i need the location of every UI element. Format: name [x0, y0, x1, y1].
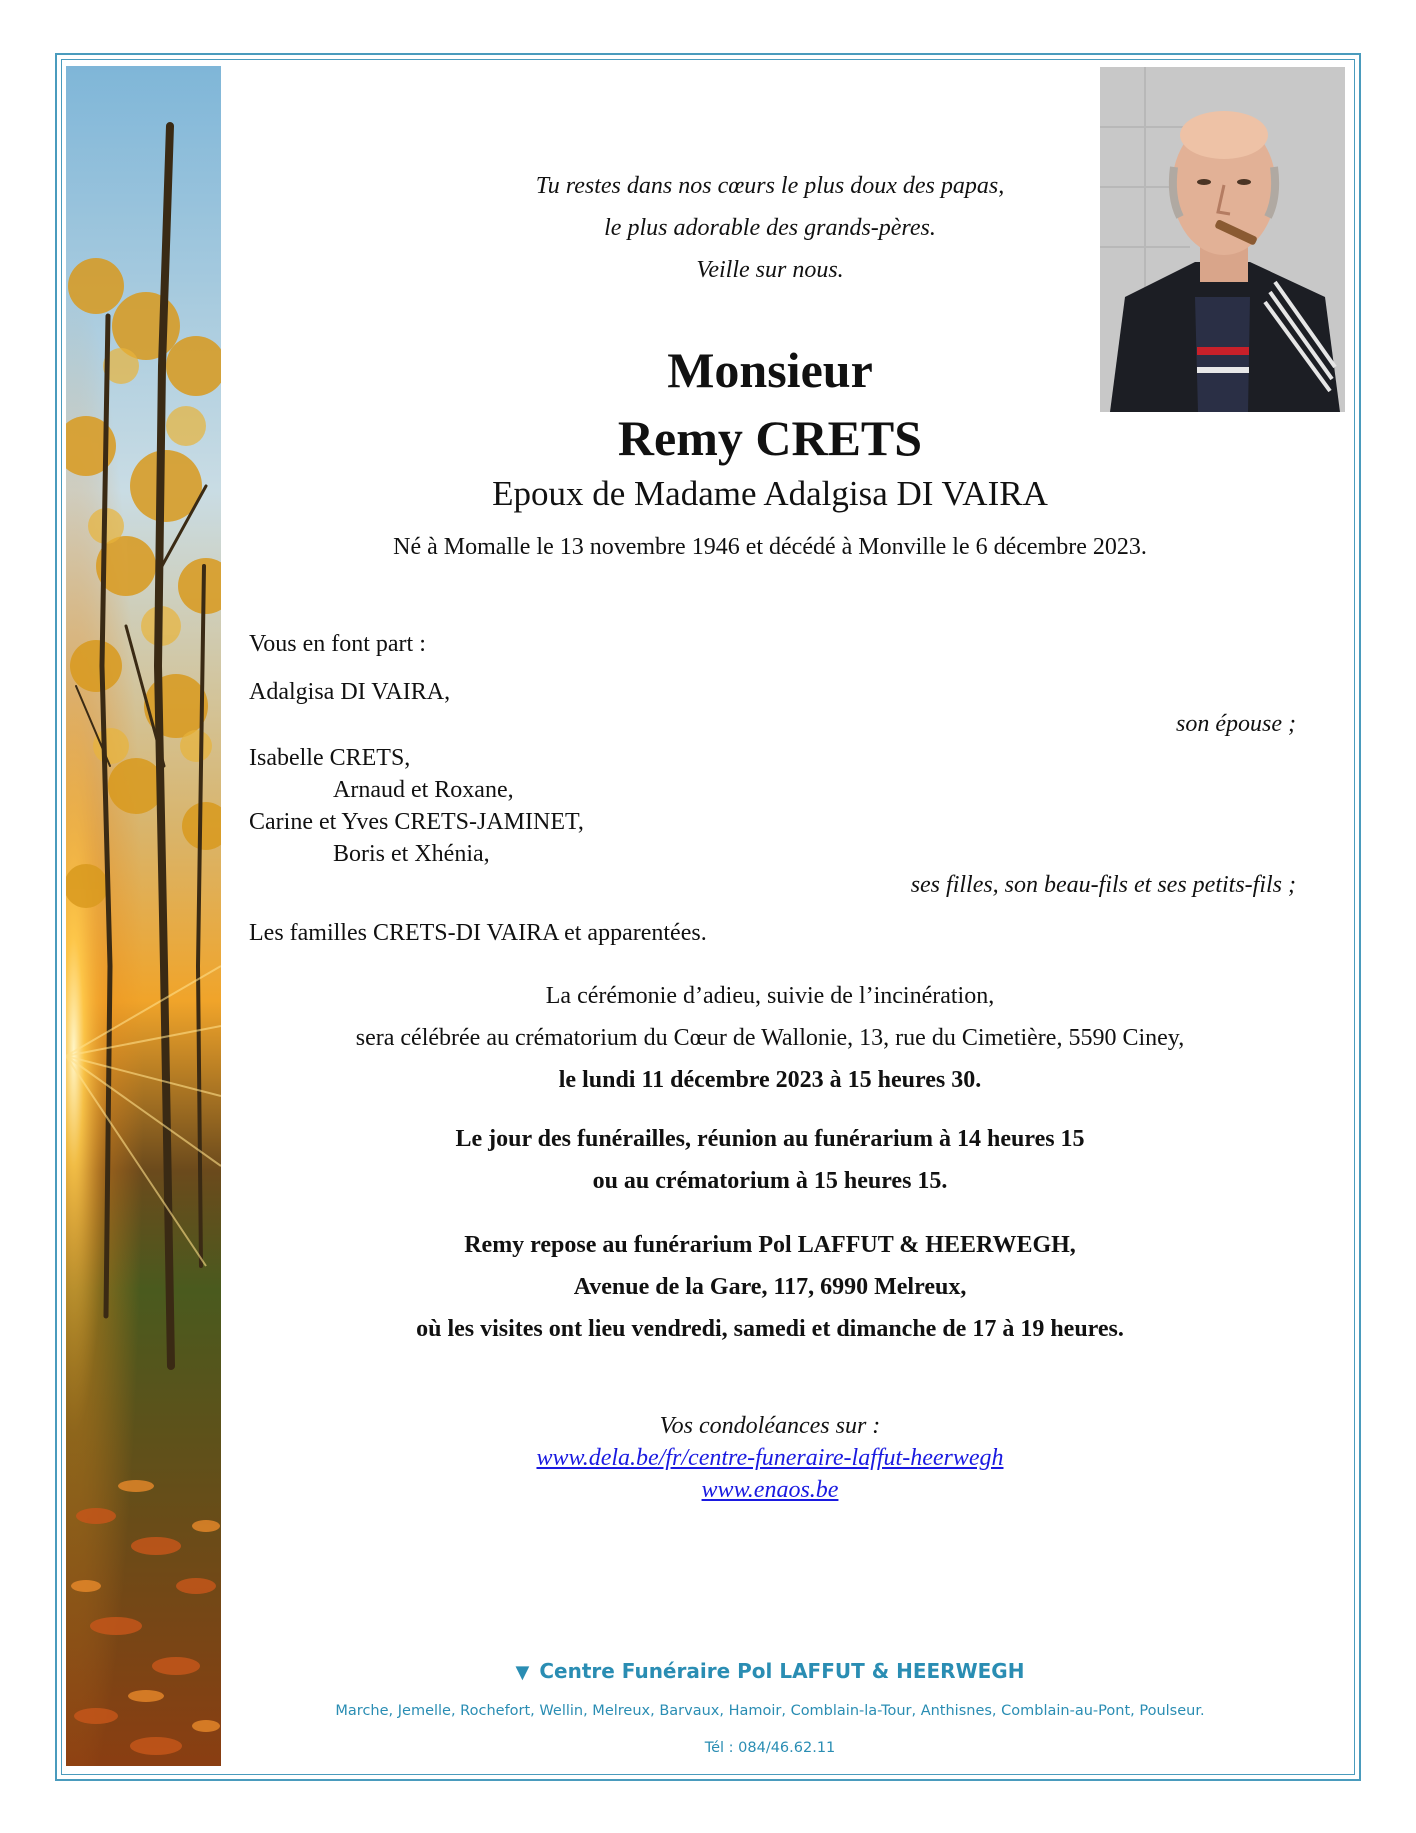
gathering-info — [230, 1118, 1310, 1202]
family-children-list — [249, 742, 584, 870]
repose-line-1: Remy repose au funérarium Pol LAFFUT & HEERWEGH, — [464, 1232, 1076, 1258]
triangle-down-icon: ▼ — [515, 1662, 530, 1683]
family-child-1: Isabelle CRETS, — [249, 745, 411, 771]
condolences-block — [230, 1410, 1310, 1506]
birth-death-line: Né à Momalle le 13 novembre 1946 et décédé à Monville le 6 décembre 2023. — [393, 534, 1147, 560]
verse-line-2: le plus adorable des grands-pères. — [604, 215, 936, 241]
autumn-forest-image — [66, 66, 221, 1766]
family-spouse-name: Adalgisa DI VAIRA, — [249, 679, 451, 705]
family-intro: Vous en font part : — [249, 631, 426, 657]
funeral-home-phone: Tél : 084/46.62.11 — [704, 1740, 836, 1756]
memorial-verse — [230, 165, 1310, 291]
verse-line-3: Veille sur nous. — [696, 257, 844, 283]
repose-line-3: où les visites ont lieu vendredi, samedi et dimanche de 17 à 19 heures. — [416, 1316, 1124, 1342]
ceremony-line-1: La cérémonie d’adieu, suivie de l’incinération, — [545, 983, 995, 1009]
condolences-link-enaos[interactable]: www.enaos.be — [701, 1477, 839, 1503]
family-children-role: ses filles, son beau-fils et ses petits-fils ; — [910, 872, 1296, 898]
condolences-link-dela[interactable]: www.dela.be/fr/centre-funeraire-laffut-heerwegh — [536, 1445, 1004, 1471]
family-grandchildren-1: Arnaud et Roxane, — [333, 777, 514, 803]
family-grandchildren-2: Boris et Xhénia, — [333, 841, 490, 867]
funeral-home-title — [230, 1656, 1310, 1688]
spouse-line: Epoux de Madame Adalgisa DI VAIRA — [492, 474, 1048, 513]
repose-line-2: Avenue de la Gare, 117, 6990 Melreux, — [573, 1274, 967, 1300]
funeral-home-name: Centre Funéraire Pol LAFFUT & HEERWEGH — [539, 1659, 1025, 1683]
honorific-title: Monsieur — [667, 342, 873, 398]
deceased-name: Remy CRETS — [617, 410, 923, 466]
ceremony-date-time: le lundi 11 décembre 2023 à 15 heures 30. — [558, 1067, 982, 1093]
ceremony-info — [230, 975, 1310, 1101]
repose-info — [230, 1224, 1310, 1350]
verse-line-1: Tu restes dans nos cœurs le plus doux des papas, — [535, 173, 1005, 199]
family-relatives: Les familles CRETS-DI VAIRA et apparentées. — [249, 920, 707, 946]
condolences-lead: Vos condoléances sur : — [659, 1413, 881, 1439]
family-spouse-role: son épouse ; — [1176, 711, 1296, 737]
gathering-line-2: ou au crématorium à 15 heures 15. — [592, 1168, 948, 1194]
ceremony-line-2: sera célébrée au crématorium du Cœur de Wallonie, 13, rue du Cimetière, 5590 Ciney, — [355, 1025, 1185, 1051]
gathering-line-1: Le jour des funérailles, réunion au funérarium à 14 heures 15 — [455, 1126, 1085, 1152]
funeral-home-locations: Marche, Jemelle, Rochefort, Wellin, Melreux, Barvaux, Hamoir, Comblain-la-Tour, Anthisnes, Comblain-au-Pont, Poulseur. — [335, 1703, 1205, 1719]
family-child-2: Carine et Yves CRETS-JAMINET, — [249, 809, 584, 835]
